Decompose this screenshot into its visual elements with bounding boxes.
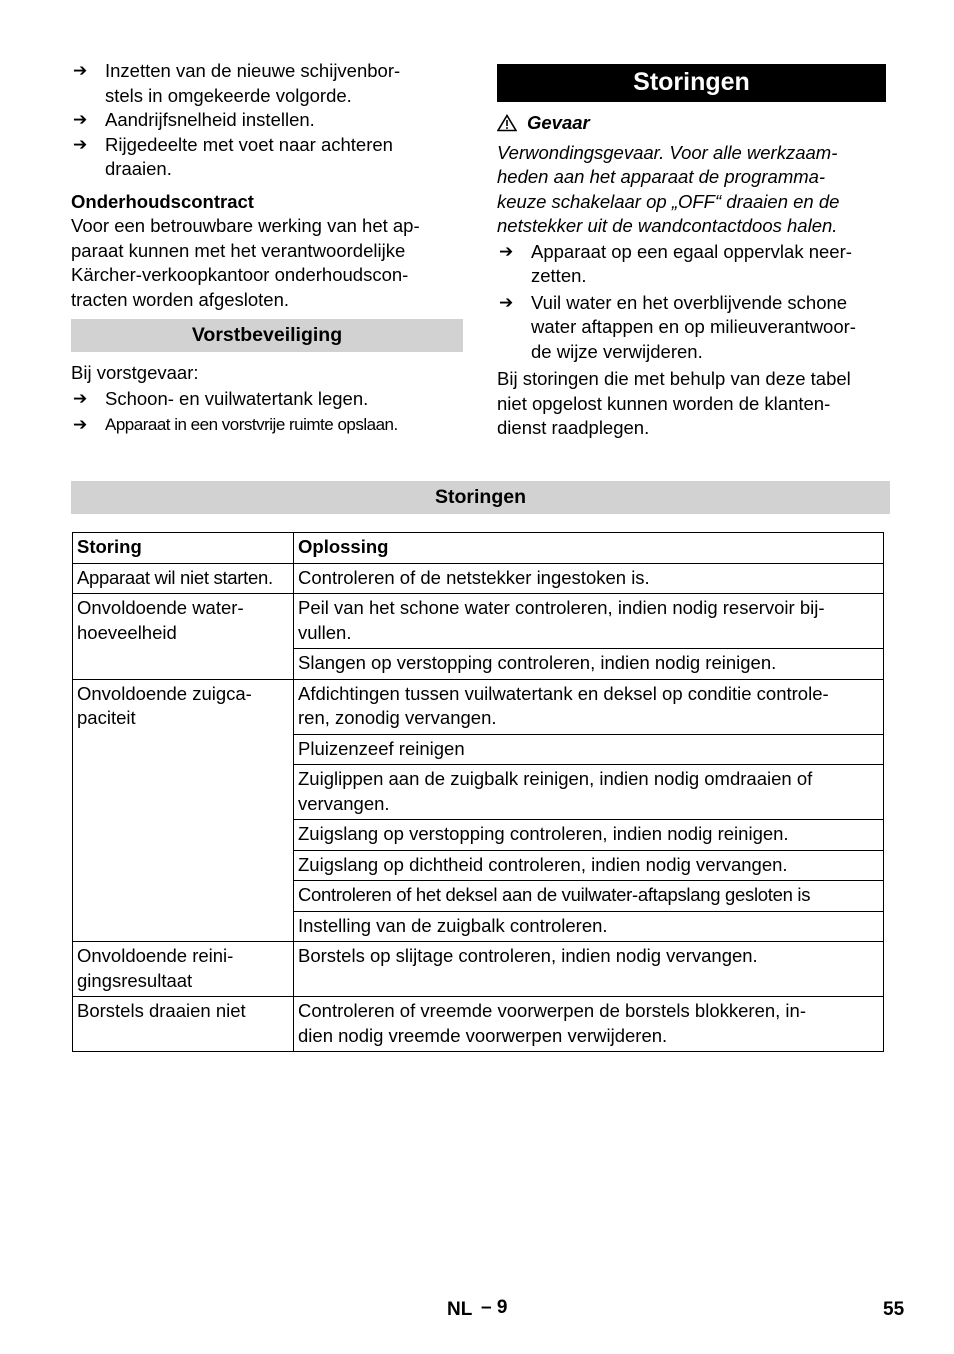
footer-language: NL [447,1299,473,1320]
header-oplossing: Oplossing [294,533,884,564]
list-item-text: Apparaat in een vorstvrije ruimte opslaan. [105,415,398,434]
list-item-text: Inzetten van de nieuwe schijvenbor- stels in omgekeerde volgorde. [105,60,401,106]
arrow-right-icon: ➔ [73,415,88,434]
fault-cell: Onvoldoende zuigca- paciteit [73,679,294,942]
troubleshooting-note: Bij storingen die met behulp van deze tabel niet opgelost kunnen worden de klanten- dienst raadplegen. [497,368,851,438]
frost-section-heading: Vorstbeveiliging [71,319,463,352]
list-item [71,413,463,438]
warning-text: Verwondingsgevaar. Voor alle werkzaam- heden aan het apparaat de programma- keuze schakelaar op „OFF“ draaien en de netstekker uit de wandcontactdoos halen. [497,141,840,236]
solution-cell: Borstels op slijtage controleren, indien nodig vervangen. [294,942,884,997]
table-row [73,594,884,649]
warning-triangle-icon [497,114,517,132]
arrow-right-icon: ➔ [73,134,88,154]
list-item-text: Schoon- en vuilwatertank legen. [105,387,369,409]
table-row [73,942,884,997]
solution-cell: Pluizenzeef reinigen [294,734,884,765]
solution-cell: Controleren of vreemde voorwerpen de borstels blokkeren, in- dien nodig vreemde voorwerpen verwijderen. [294,997,884,1052]
list-item-text: Vuil water en het overblijvende schone water aftappen en op milieuverantwoor- de wijze verwijderen. [531,291,856,362]
fault-cell: Borstels draaien niet [73,997,294,1052]
solution-cell: Zuigslang op dichtheid controleren, indien nodig vervangen. [294,850,884,881]
fault-cell: Onvoldoende reini- gingsresultaat [73,942,294,997]
page-number: 55 [883,1299,905,1320]
table-row [73,679,884,734]
left-column [71,59,463,438]
list-item-text: Apparaat op een egaal oppervlak neer- zetten. [531,240,852,286]
list-item [71,108,463,133]
header-storing: Storing [73,533,294,564]
arrow-right-icon: ➔ [499,241,514,261]
arrow-right-icon: ➔ [499,292,514,312]
table-row [73,997,884,1052]
list-item [71,59,463,108]
fault-cell: Onvoldoende water- hoeveelheid [73,594,294,680]
arrow-right-icon: ➔ [73,110,88,129]
list-item [497,240,886,289]
list-item [71,387,463,412]
list-item-text: Rijgedeelte met voet naar achteren draaien. [105,133,393,179]
troubleshooting-table [72,532,884,1052]
frost-intro: Bij vorstgevaar: [71,362,199,383]
table-row [73,563,884,594]
solution-cell: Controleren of de netstekker ingestoken is. [294,563,884,594]
solution-cell: Instelling van de zuigbalk controleren. [294,911,884,942]
right-column [497,64,886,441]
warning-heading [497,111,886,136]
maintenance-paragraph: Voor een betrouwbare werking van het ap- paraat kunnen met het verantwoordelijke Kärcher-verkoopkantoor onderhoudscon- tracten worden afgesloten. [71,215,420,310]
fault-cell: Apparaat wil niet starten. [73,563,294,594]
arrow-right-icon: ➔ [73,388,88,408]
arrow-right-icon: ➔ [73,61,88,80]
list-item [71,133,463,182]
table-header-row [73,533,884,564]
list-item [497,291,886,365]
troubleshooting-title: Storingen [497,64,886,102]
solution-cell: Zuiglippen aan de zuigbalk reinigen, indien nodig omdraaien of vervangen. [294,765,884,820]
warning-label: Gevaar [527,112,590,133]
solution-cell: Zuigslang op verstopping controleren, indien nodig reinigen. [294,820,884,851]
solution-cell: Slangen op verstopping controleren, indien nodig reinigen. [294,649,884,680]
list-item-text: Aandrijfsnelheid instellen. [105,109,315,130]
solution-cell: Peil van het schone water controleren, indien nodig reservoir bij- vullen. [294,594,884,649]
solution-cell: Controleren of het deksel aan de vuilwater-aftapslang gesloten is [294,881,884,912]
footer-section-page: – 9 [481,1297,508,1318]
solution-cell: Afdichtingen tussen vuilwatertank en deksel op conditie controle- ren, zonodig vervangen. [294,679,884,734]
maintenance-heading: Onderhoudscontract [71,190,254,212]
table-section-heading: Storingen [71,481,890,514]
